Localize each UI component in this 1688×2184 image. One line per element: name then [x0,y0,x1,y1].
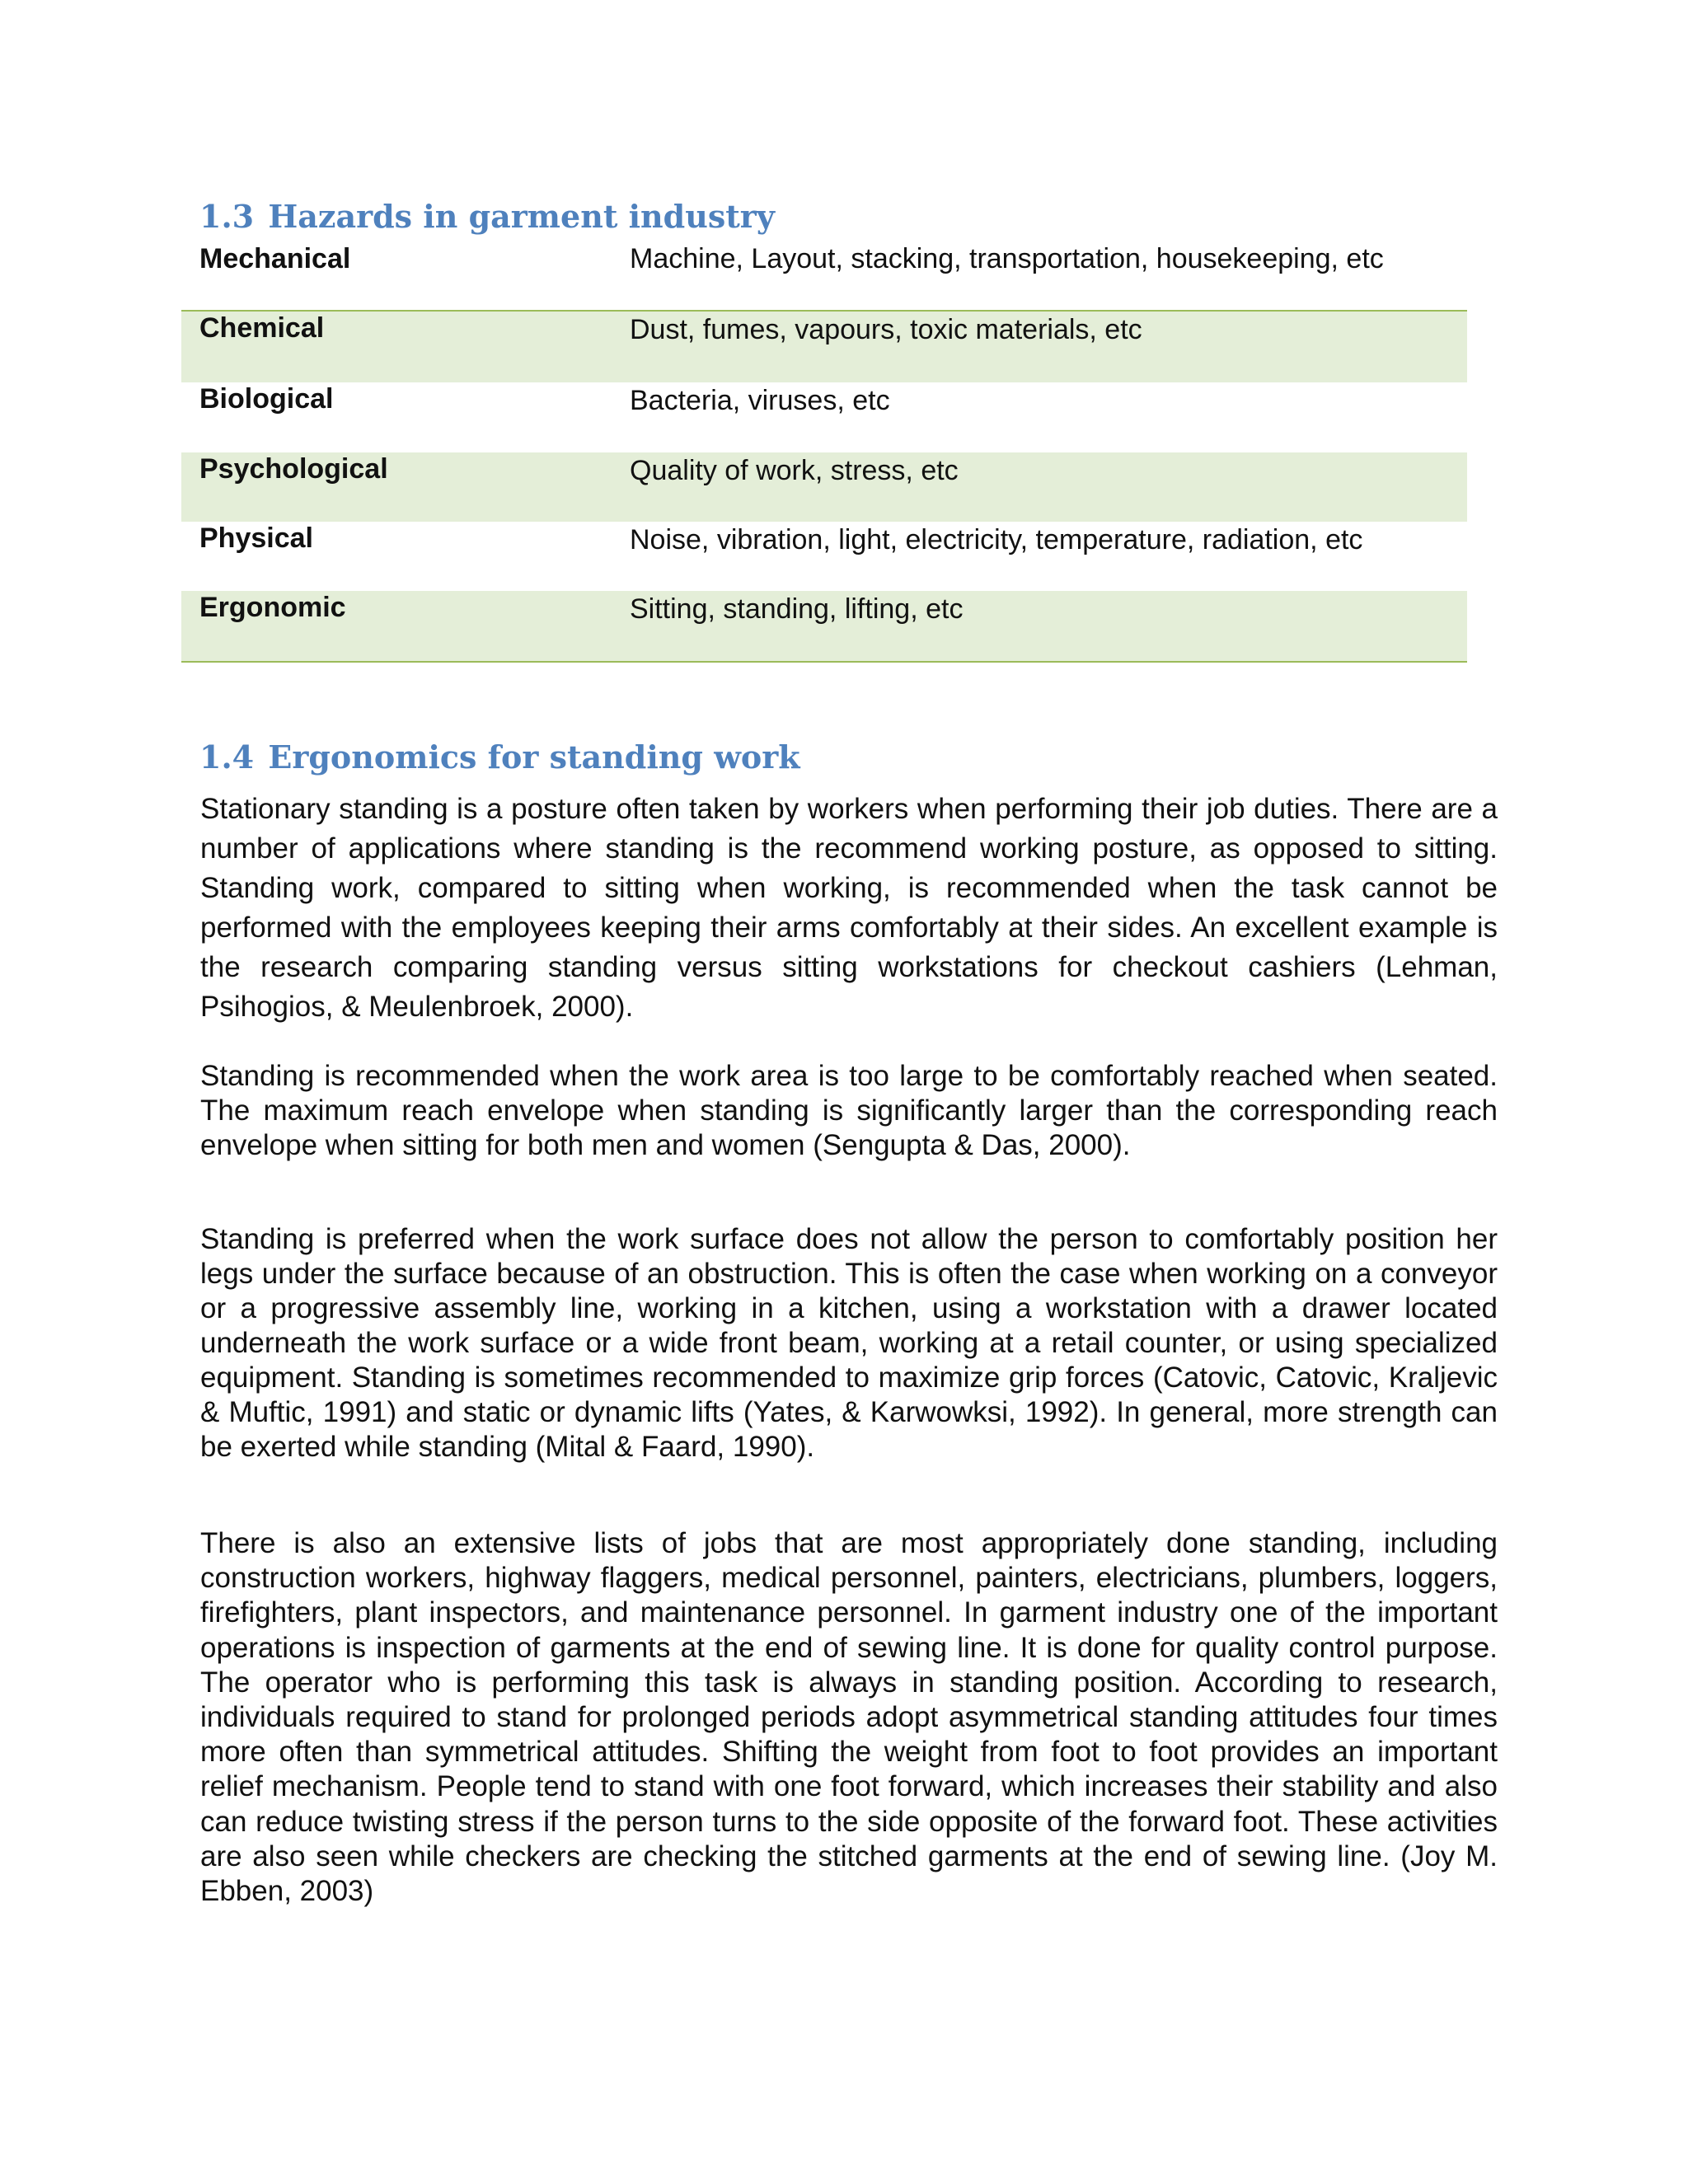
table-row [181,522,1467,591]
hazard-examples: Machine, Layout, stacking, transportation, housekeeping, etc [630,243,1384,274]
body-paragraph: There is also an extensive lists of jobs that are most appropriately done standing, including construction workers, highway flaggers, medical personnel, painters, electricians, plumbers, loggers, firefighters, plant inspectors, and maintenance personnel. In garment industry one of the important operations is inspection of garments at the end of sewing line. It is done for quality control purpose. The operator who is performing this task is always in standing position. According to research, individuals required to stand for prolonged periods adopt asymmetrical standing attitudes four times more often than symmetrical attitudes. Shifting the weight from foot to foot provides an important relief mechanism. People tend to stand with one foot forward, which increases their stability and also can reduce twisting stress if the person turns to the side opposite of the forward foot. These activities are also seen while checkers are checking the stitched garments at the end of sewing line. (Joy M. Ebben, 2003) [200,1527,1498,1908]
hazard-examples: Bacteria, viruses, etc [630,385,890,416]
hazard-category: Ergonomic [181,591,630,662]
section-heading-ergonomics [199,738,800,776]
hazards-table [181,242,1467,663]
section-number: 1.4 [199,738,255,776]
body-paragraph: Standing is preferred when the work surface does not allow the person to comfortably position her legs under the surface because of an obstruction. This is often the case when working on a conveyor or a progressive assembly line, working in a kitchen, using a workstation with a drawer located underneath the work surface or a wide front beam, working at a retail counter, or using specialized equipment. Standing is sometimes recommended to maximize grip forces (Catovic, Catovic, Kraljevic & Muftic, 1991) and static or dynamic lifts (Yates, & Karwowksi, 1992). In general, more strength can be exerted while standing (Mital & Faard, 1990). [200,1223,1498,1463]
hazard-category: Physical [199,523,313,554]
table-row [181,242,1467,311]
table-row [181,311,1467,382]
section-title: Hazards in garment industry [268,198,775,235]
hazard-examples: Dust, fumes, vapours, toxic materials, etc [630,311,1467,382]
section-title: Ergonomics for standing work [268,738,800,776]
table-row [181,591,1467,662]
section-number: 1.3 [199,198,255,235]
table-row [181,382,1467,452]
hazard-category: Mechanical [199,243,351,274]
body-paragraph: Standing is recommended when the work area is too large to be comfortably reached when seated. The maximum reach envelope when standing is significantly larger than the corresponding reach envelope when sitting for both men and women (Sengupta & Das, 2000). [200,1060,1498,1161]
hazard-examples: Sitting, standing, lifting, etc [630,591,1467,662]
hazard-category: Biological [199,383,334,415]
hazard-category: Chemical [181,311,630,382]
hazard-examples: Noise, vibration, light, electricity, temperature, radiation, etc [630,524,1363,555]
hazard-category: Psychological [199,453,388,485]
body-paragraph: Stationary standing is a posture often taken by workers when performing their job duties. There are a number of applications where standing is the recommend working posture, as opposed to sitting. Standing work, compared to sitting when working, is recommended when the task cannot be performed with the employees keeping their arms comfortably at their sides. An excellent example is the research comparing standing versus sitting workstations for checkout cashiers (Lehman, Psihogios, & Meulenbroek, 2000). [200,793,1498,1023]
table-row [181,452,1467,522]
hazard-examples: Quality of work, stress, etc [630,455,959,486]
section-heading-hazards [199,198,775,236]
